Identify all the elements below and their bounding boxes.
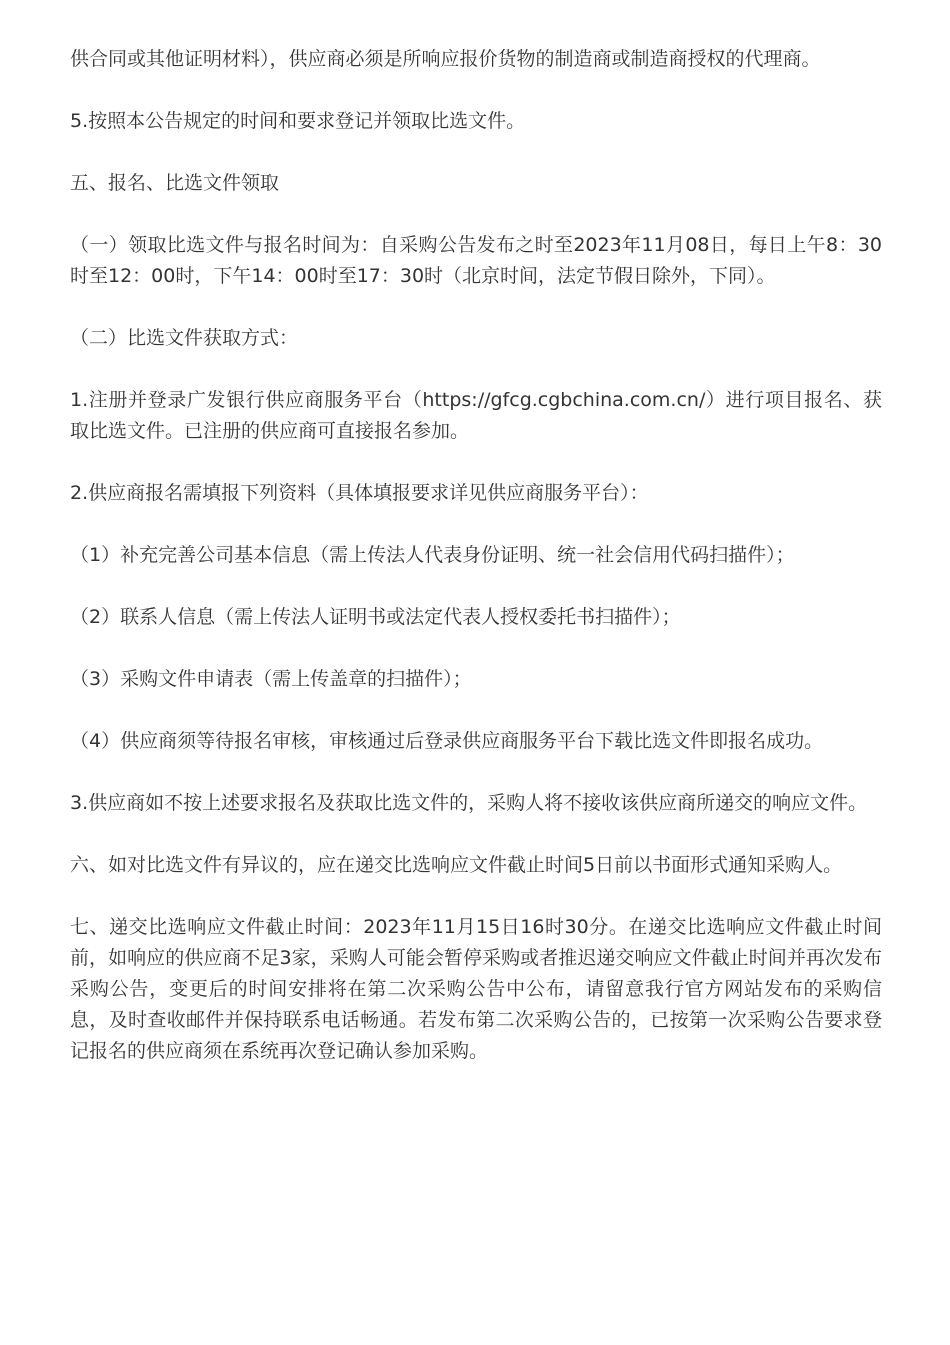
- list-item-contact-info: （2）联系人信息（需上传法人证明书或法定代表人授权委托书扫描件）；: [70, 606, 681, 628]
- paragraph-registration-time: （一）领取比选文件与报名时间为：自采购公告发布之时至2023年11月08日，每日上午8：30时至12：00时，下午14：00时至17：30时（北京时间，法定节假日除外，下同）。: [70, 234, 882, 287]
- paragraph-noncompliance: 3.供应商如不按上述要求报名及获取比选文件的，采购人将不接收该供应商所递交的响应文件。: [70, 792, 868, 814]
- list-item-company-info: （1）补充完善公司基本信息（需上传法人代表身份证明、统一社会信用代码扫描件）；: [70, 544, 795, 566]
- paragraph-supplier-qualification-continued: 供合同或其他证明材料），供应商必须是所响应报价货物的制造商或制造商授权的代理商。: [70, 48, 821, 70]
- section-heading-registration: 五、报名、比选文件领取: [70, 172, 280, 194]
- paragraph-requirement-5: 5.按照本公告规定的时间和要求登记并领取比选文件。: [70, 110, 526, 132]
- list-item-application-form: （3）采购文件申请表（需上传盖章的扫描件）；: [70, 668, 472, 690]
- paragraph-acquisition-method-heading: （二）比选文件获取方式：: [70, 327, 299, 349]
- section-heading-deadline: 七、递交比选响应文件截止时间：2023年11月15日16时30分。在递交比选响应文件截止时间前，如响应的供应商不足3家，采购人可能会暂停采购或者推迟递交响应文件截止时间并再次发布采购公告，变更后的时间安排将在第二次采购公告中公布，请留意我行官方网站发布的采购信息，及时查收邮件并保持联系电话畅通。若发布第二次采购公告的，已按第一次采购公告要求登记报名的供应商须在系统再次登记确认参加采购。: [70, 916, 882, 1062]
- list-item-review-wait: （4）供应商须等待报名审核，审核通过后登录供应商服务平台下载比选文件即报名成功。: [70, 730, 824, 752]
- paragraph-required-materials: 2.供应商报名需填报下列资料（具体填报要求详见供应商服务平台）：: [70, 482, 649, 504]
- paragraph-platform-registration: 1.注册并登录广发银行供应商服务平台（https://gfcg.cgbchina.com.cn/）进行项目报名、获取比选文件。已注册的供应商可直接报名参加。: [70, 389, 882, 442]
- section-heading-objection: 六、如对比选文件有异议的，应在递交比选响应文件截止时间5日前以书面形式通知采购人。: [70, 854, 843, 876]
- document-body: [70, 44, 882, 1098]
